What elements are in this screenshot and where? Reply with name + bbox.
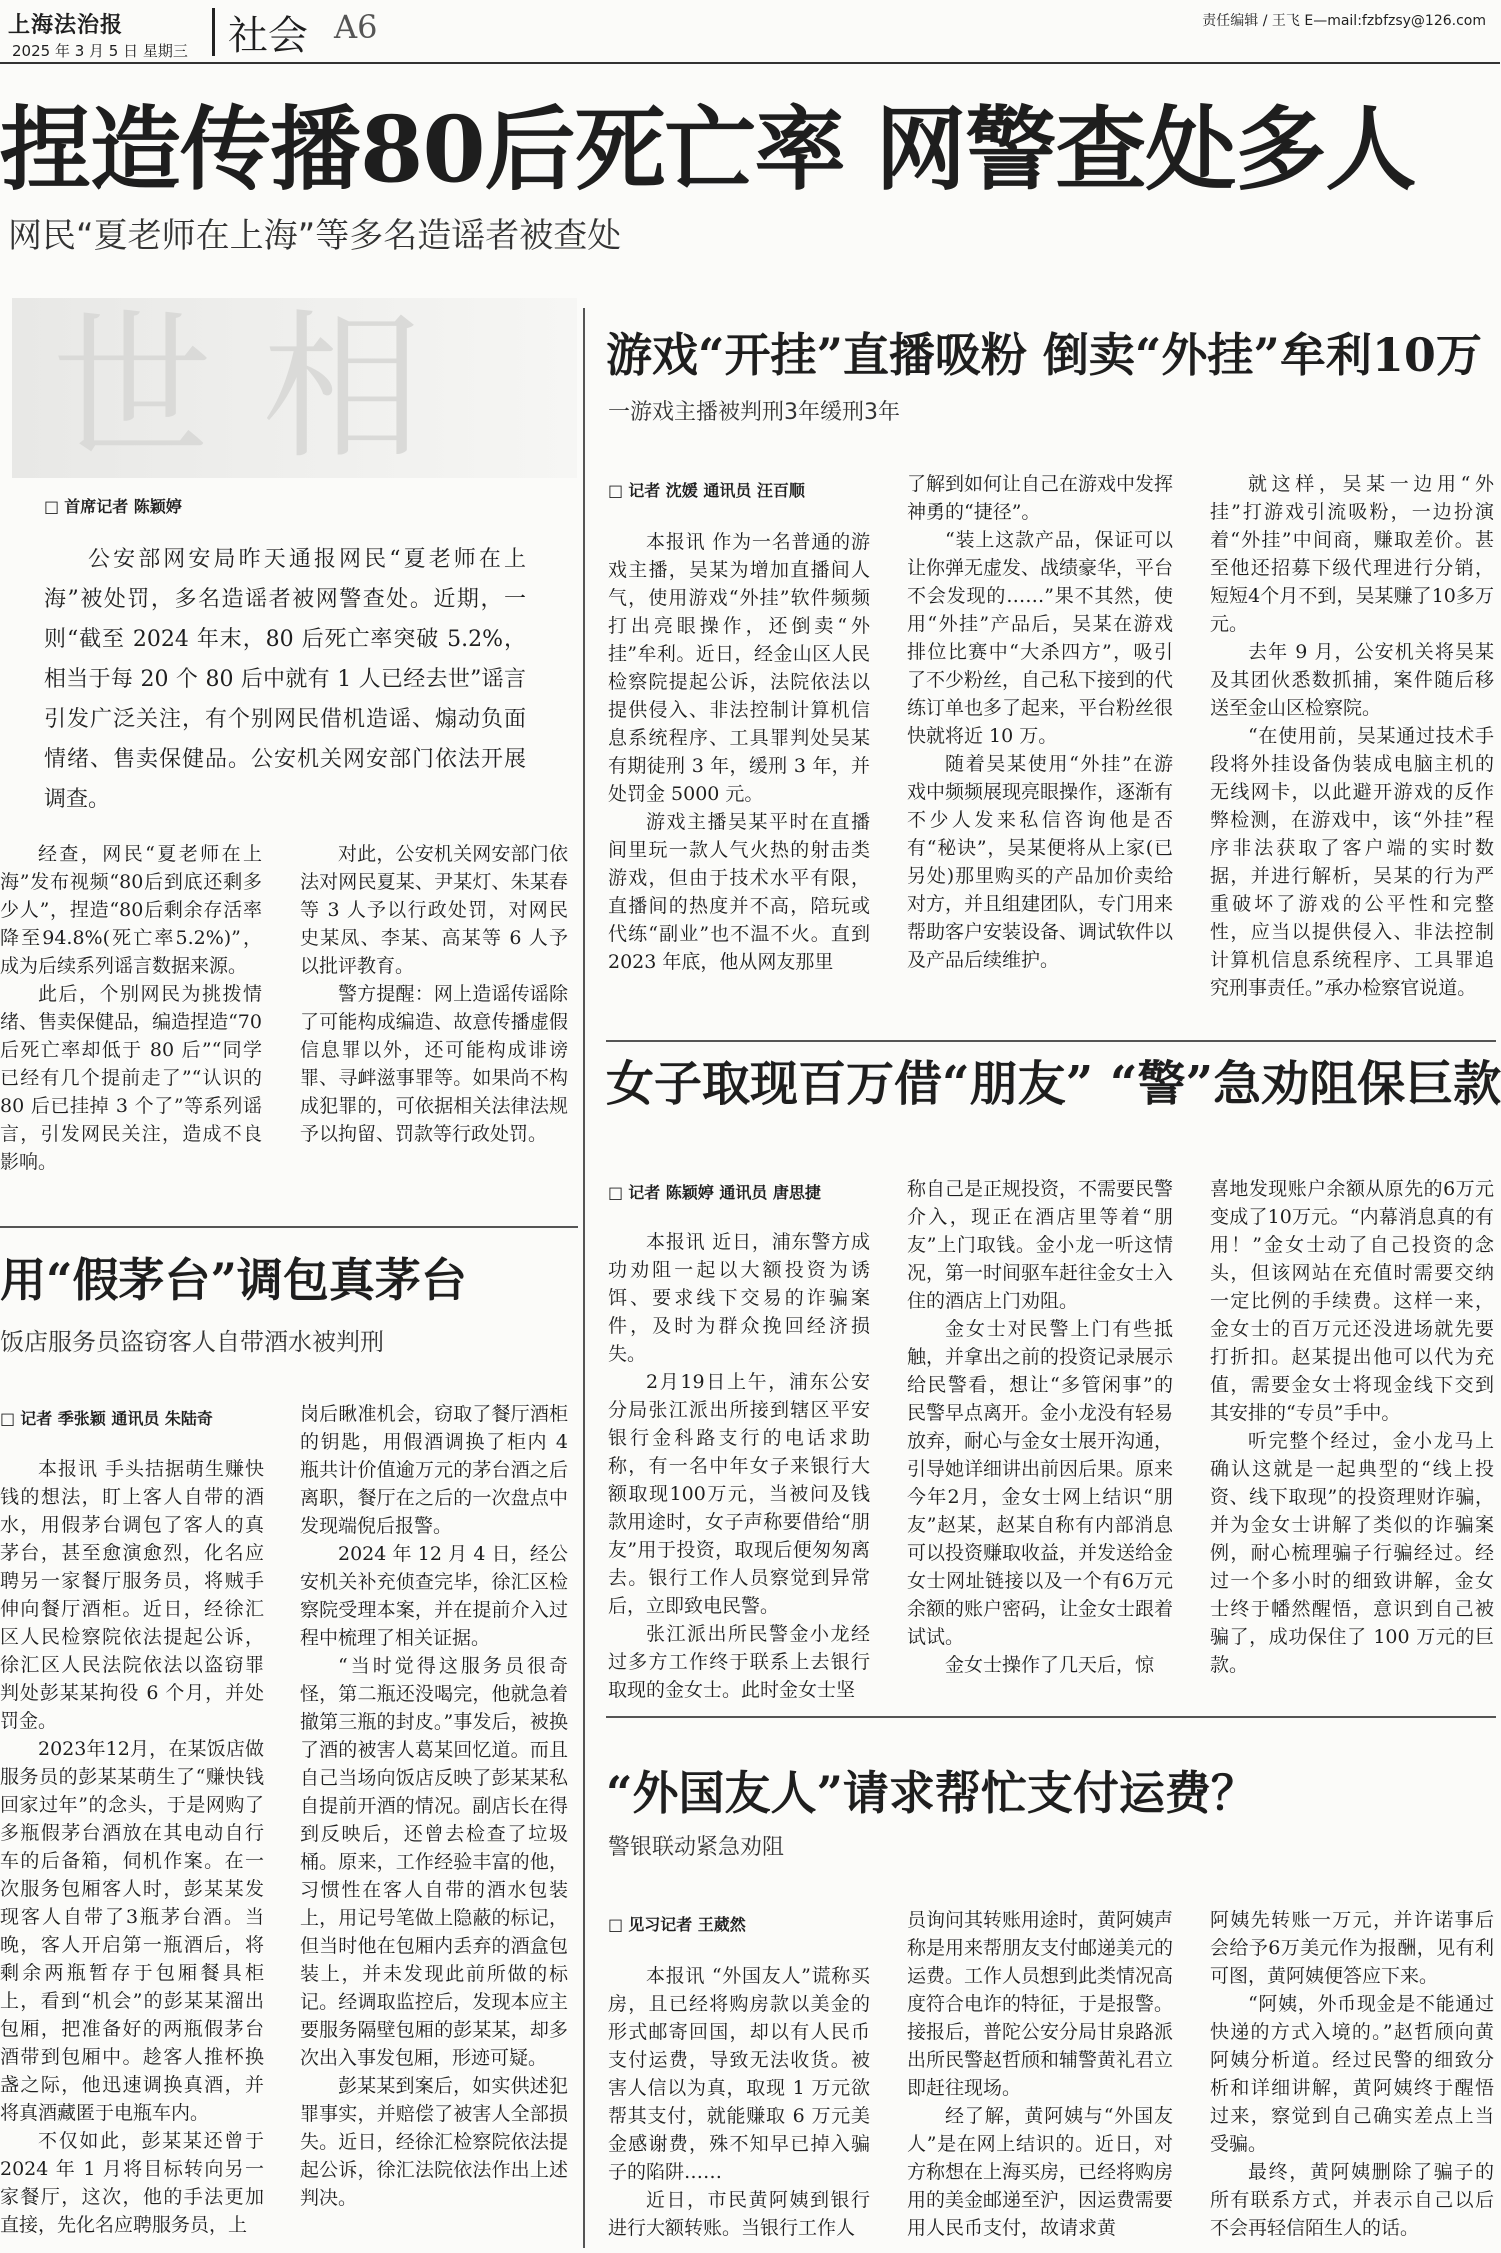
section-name: 社会 — [228, 13, 308, 59]
maotai-byline: □ 记者 季张颖 通讯员 朱陆奇 — [0, 1406, 213, 1429]
game-subhead: 一游戏主播被判刑3年缓刑3年 — [608, 400, 900, 425]
paragraph: 称自己是正规投资，不需要民警介入，现正在酒店里等着“朋友”上门取钱。金小龙一听这情况，第一时间驱车赶往金女士入住的酒店上门劝阻。 — [907, 1178, 1174, 1312]
main-col1 — [0, 840, 262, 1180]
maotai-subhead: 饭店服务员盗窃客人自带酒水被判刑 — [0, 1328, 384, 1356]
withdraw-col3 — [1210, 1175, 1494, 1683]
paragraph: 对此，公安机关网安部门依法对网民夏某、尹某灯、朱某春等 3 人予以行政处罚，对网民史某凤、李某、高某等 6 人予以批评教育。 — [300, 843, 568, 977]
game-headline: 游戏“开挂”直播吸粉 倒卖“外挂”牟利10万 — [606, 328, 1482, 382]
paragraph: 阿姨先转账一万元，并许诺事后会给予6万美元作为报酬，见有利可图，黄阿姨便答应下来。 — [1210, 1909, 1494, 1987]
paragraph: 去年 9 月，公安机关将吴某及其团伙悉数抓捕，案件随后移送至金山区检察院。 — [1210, 641, 1494, 719]
page-number: A6 — [334, 8, 378, 46]
paragraph: 2024 年 12 月 4 日，经公安机关补充侦查完毕，徐汇区检察院受理本案，并在提前介入过程中梳理了相关证据。 — [300, 1543, 568, 1649]
paper-logo: 上海法治报 — [8, 12, 124, 38]
paragraph: 2月19日上午，浦东公安分局张江派出所接到辖区平安银行金科路支行的电话求助称，有一名中年女子来银行大额取现100万元，当被问及钱款用途时，女子声称要借给“朋友”用于投资，取现后便匆匆离去。银行工作人员察觉到异常后，立即致电民警。 — [608, 1371, 870, 1617]
paragraph: 近日，市民黄阿姨到银行进行大额转账。当银行工作人 — [608, 2189, 870, 2239]
issue-date: 2025 年 3 月 5 日 星期三 — [12, 42, 188, 60]
shipping-col1 — [608, 1962, 870, 2247]
main-headline: 捏造传播80后死亡率 网警查处多人 — [0, 97, 1416, 203]
shipping-headline: “外国友人”请求帮忙支付运费？ — [606, 1766, 1257, 1820]
section-rule — [606, 1716, 1496, 1718]
withdraw-headline: 女子取现百万借“朋友” “警”急劝阻保巨款 — [606, 1056, 1501, 1112]
editor-contact: 责任编辑 / 王飞 E—mail:fzbfzsy@126.com — [1202, 13, 1486, 29]
paragraph: 就这样，吴某一边用“外挂”打游戏引流吸粉，一边扮演着“外挂”中间商，赚取差价。甚至他还招募下级代理进行分销，短短4个月不到，吴某赚了10多万元。 — [1210, 473, 1494, 635]
game-col2 — [907, 470, 1173, 980]
column-rule — [583, 308, 585, 2248]
paragraph: 游戏主播吴某平时在直播间里玩一款人气火热的射击类游戏，但由于技术水平有限，直播间的热度并不高，陪玩或代练“副业”也不温不火。直到 2023 年底，他从网友那里 — [608, 811, 870, 973]
withdraw-col1 — [608, 1228, 870, 1701]
game-col1 — [608, 528, 870, 980]
game-col3 — [1210, 470, 1494, 999]
paragraph: “装上这款产品，保证可以让你弹无虚发、战绩豪华，平台不会发现的……”果不其然，使用“外挂”产品后，吴某在游戏排位比赛中“大杀四方”，吸引了不少粉丝，自己私下接到的代练订单也多了起来，平台粉丝很快就将近 10 万。 — [907, 529, 1174, 747]
masthead-rule — [0, 62, 1500, 64]
column-watermark: 世相 — [12, 298, 577, 478]
paragraph: 2023年12月，在某饭店做服务员的彭某某萌生了“赚快钱回家过年”的念头，于是网购了多瓶假茅台酒放在其电动自行车的后备箱，伺机作案。在一次服务包厢客人时，彭某某发现客人自带了3瓶茅台酒。当晚，客人开启第一瓶酒后，将剩余两瓶暂存于包厢餐具柜上，看到“机会”的彭某某溜出包厢，把准备好的两瓶假茅台酒带到包厢中。趁客人推杯换盏之际，他迅速调换真酒，并将真酒藏匿于电瓶车内。 — [0, 1738, 264, 2124]
section-rule — [0, 1226, 578, 1228]
masthead-divider — [212, 8, 215, 56]
paragraph: 本报讯 手头拮据萌生赚快钱的想法，盯上客人自带的酒水，用假茅台调包了客人的真茅台，甚至愈演愈烈，化名应聘另一家餐厅服务员，将贼手伸向餐厅酒柜。近日，经徐汇区人民检察院依法提起公诉，徐汇区人民法院依法以盗窃罪判处彭某某拘役 6 个月，并处罚金。 — [0, 1458, 264, 1732]
shipping-col2 — [907, 1906, 1173, 2247]
paragraph: 员询问其转账用途时，黄阿姨声称是用来帮朋友支付邮递美元的运费。工作人员想到此类情况高度符合电诈的特征，于是报警。接报后，普陀公安分局甘泉路派出所民警赵哲颀和辅警黄礼君立即赶往现场。 — [907, 1909, 1174, 2099]
paragraph: “在使用前，吴某通过技术手段将外挂设备伪装成电脑主机的无线网卡，以此避开游戏的反作弊检测，在游戏中，该“外挂”程序非法获取了客户端的实时数据，并进行解析，吴某的行为严重破坏了游戏的公平性和完整性，应当以提供侵入、非法控制计算机信息系统程序、工具罪追究刑事责任。”承办检察官说道。 — [1210, 725, 1494, 999]
paragraph: 经查，网民“夏老师在上海”发布视频“80后到底还剩多少人”，捏造“80后剩余存活率降至94.8%(死亡率5.2%)”，成为后续系列谣言数据来源。 — [0, 843, 262, 977]
game-byline: □ 记者 沈媛 通讯员 汪百顺 — [608, 478, 805, 501]
paragraph: “阿姨，外币现金是不能通过快递的方式入境的。”赵哲颀向黄阿姨分析道。经过民警的细致分析和详细讲解，黄阿姨终于醒悟过来，察觉到自己确实差点上当受骗。 — [1210, 1993, 1494, 2155]
main-subhead: 网民“夏老师在上海”等多名造谣者被查处 — [8, 216, 622, 256]
section-rule — [606, 1040, 1496, 1042]
paragraph: 最终，黄阿姨删除了骗子的所有联系方式，并表示自己以后不会再轻信陌生人的话。 — [1210, 2161, 1494, 2239]
paragraph: 警方提醒：网上造谣传谣除了可能构成编造、故意传播虚假信息罪以外，还可能构成诽谤罪、寻衅滋事罪等。如果尚不构成犯罪的，可依据相关法律法规予以拘留、罚款等行政处罚。 — [300, 983, 568, 1145]
maotai-col1 — [0, 1455, 264, 2247]
lead-paragraph: 公安部网安局昨天通报网民“夏老师在上海”被处罚，多名造谣者被网警查处。近期，一则“截至 2024 年末，80 后死亡率突破 5.2%，相当于每 20 个 80 后中就有 1 人已经去世”谣言引发广泛关注，有个别网民借机造谣、煽动负面情绪、售卖保健品。公安机关网安部门依法开展调查。 — [44, 547, 526, 812]
paragraph: 彭某某到案后，如实供述犯罪事实，并赔偿了被害人全部损失。近日，经徐汇检察院依法提起公诉，徐汇法院依法作出上述判决。 — [300, 2075, 568, 2209]
paragraph: “当时觉得这服务员很奇怪，第二瓶还没喝完，他就急着撤第三瓶的封皮。”事发后，被换了酒的被害人葛某回忆道。而且自己当场向饭店反映了彭某某私自提前开酒的情况。副店长在得到反映后，还曾去检查了垃圾桶。原来，工作经验丰富的他，习惯性在客人自带的酒水包装上，用记号笔做上隐蔽的标记，但当时他在包厢内丢弃的酒盒包装上，并未发现此前所做的标记。经调取监控后，发现本应主要服务隔壁包厢的彭某某，却多次出入事发包厢，形迹可疑。 — [300, 1655, 568, 2069]
paragraph: 岗后瞅准机会，窃取了餐厅酒柜的钥匙，用假酒调换了柜内 4 瓶共计价值逾万元的茅台酒之后离职，餐厅在之后的一次盘点中发现端倪后报警。 — [300, 1403, 568, 1537]
paragraph: 张江派出所民警金小龙经过多方工作终于联系上去银行取现的金女士。此时金女士坚 — [608, 1623, 870, 1701]
main-col2 — [300, 840, 568, 1180]
paragraph: 喜地发现账户余额从原先的6万元变成了10万元。“内幕消息真的有用！”金女士动了自己投资的念头，但该网站在充值时需要交纳一定比例的手续费。这样一来，金女士的百万元还没进场就先要打折扣。赵某提出他可以代为充值，需要金女士将现金线下交到其安排的“专员”手中。 — [1210, 1178, 1494, 1424]
paragraph: 不仅如此，彭某某还曾于 2024 年 1 月将目标转向另一家餐厅，这次，他的手法更加直接，先化名应聘服务员，上 — [0, 2130, 264, 2236]
shipping-col3 — [1210, 1906, 1494, 2247]
paragraph: 了解到如何让自己在游戏中发挥神勇的“捷径”。 — [907, 473, 1174, 523]
maotai-headline: 用“假茅台”调包真茅台 — [0, 1253, 467, 1307]
maotai-col2 — [300, 1400, 568, 2247]
shipping-subhead: 警银联动紧急劝阻 — [608, 1835, 785, 1860]
withdraw-byline: □ 记者 陈颖婷 通讯员 唐思捷 — [608, 1180, 821, 1203]
paragraph: 听完整个经过，金小龙马上确认这就是一起典型的“线上投资、线下取现”的投资理财诈骗，并为金女士讲解了类似的诈骗案例，耐心梳理骗子行骗经过。经过一个多小时的细致讲解，金女士终于幡然醒悟，意识到自己被骗了，成功保住了 100 万元的巨款。 — [1210, 1430, 1494, 1676]
paragraph: 本报讯 近日，浦东警方成功劝阻一起以大额投资为诱饵、要求线下交易的诈骗案件，及时为群众挽回经济损失。 — [608, 1231, 870, 1365]
shipping-byline: □ 见习记者 王葳然 — [608, 1912, 746, 1935]
main-lead — [44, 540, 526, 812]
paragraph: 此后，个别网民为挑拨情绪、售卖保健品，编造捏造“70 后死亡率却低于 80 后”“同学已经有几个提前走了”“认识的 80 后已挂掉 3 个了”等系列谣言，引发网民关注，造成不良影响。 — [0, 983, 262, 1173]
paragraph: 经了解，黄阿姨与“外国友人”是在网上结识的。近日，对方称想在上海买房，已经将购房用的美金邮递至沪，因运费需要用人民币支付，故请求黄 — [907, 2105, 1174, 2239]
main-byline: □ 首席记者 陈颖婷 — [44, 494, 182, 517]
paragraph: 金女士对民警上门有些抵触，并拿出之前的投资记录展示给民警看，想让“多管闲事”的民警早点离开。金小龙没有轻易放弃，耐心与金女士展开沟通，引导她详细讲出前因后果。原来今年2月，金女士网上结识“朋友”赵某，赵某自称有内部消息可以投资赚取收益，并发送给金女士网址链接以及一个有6万元余额的账户密码，让金女士跟着试试。 — [907, 1318, 1174, 1648]
paragraph: 随着吴某使用“外挂”在游戏中频频展现亮眼操作，逐渐有不少人发来私信咨询他是否有“秘诀”，吴某便将从上家(已另处)那里购买的产品加价卖给对方，并且组建团队，专门用来帮助客户安装设备、调试软件以及产品后续维护。 — [907, 753, 1174, 971]
paragraph: 本报讯 “外国友人”谎称买房，且已经将购房款以美金的形式邮寄回国，却以有人民币支付运费，导致无法收货。被害人信以为真，取现 1 万元欲帮其支付，就能赚取 6 万元美金感谢费，殊不知早已掉入骗子的陷阱…… — [608, 1965, 870, 2183]
withdraw-col2 — [907, 1175, 1173, 1683]
paragraph: 本报讯 作为一名普通的游戏主播，吴某为增加直播间人气，使用游戏“外挂”软件频频打出亮眼操作，还倒卖“外挂”牟利。近日，经金山区人民检察院提起公诉，法院依法以提供侵入、非法控制计算机信息系统程序、工具罪判处吴某有期徒刑 3 年，缓刑 3 年，并处罚金 5000 元。 — [608, 531, 870, 805]
paragraph: 金女士操作了几天后，惊 — [945, 1654, 1155, 1676]
